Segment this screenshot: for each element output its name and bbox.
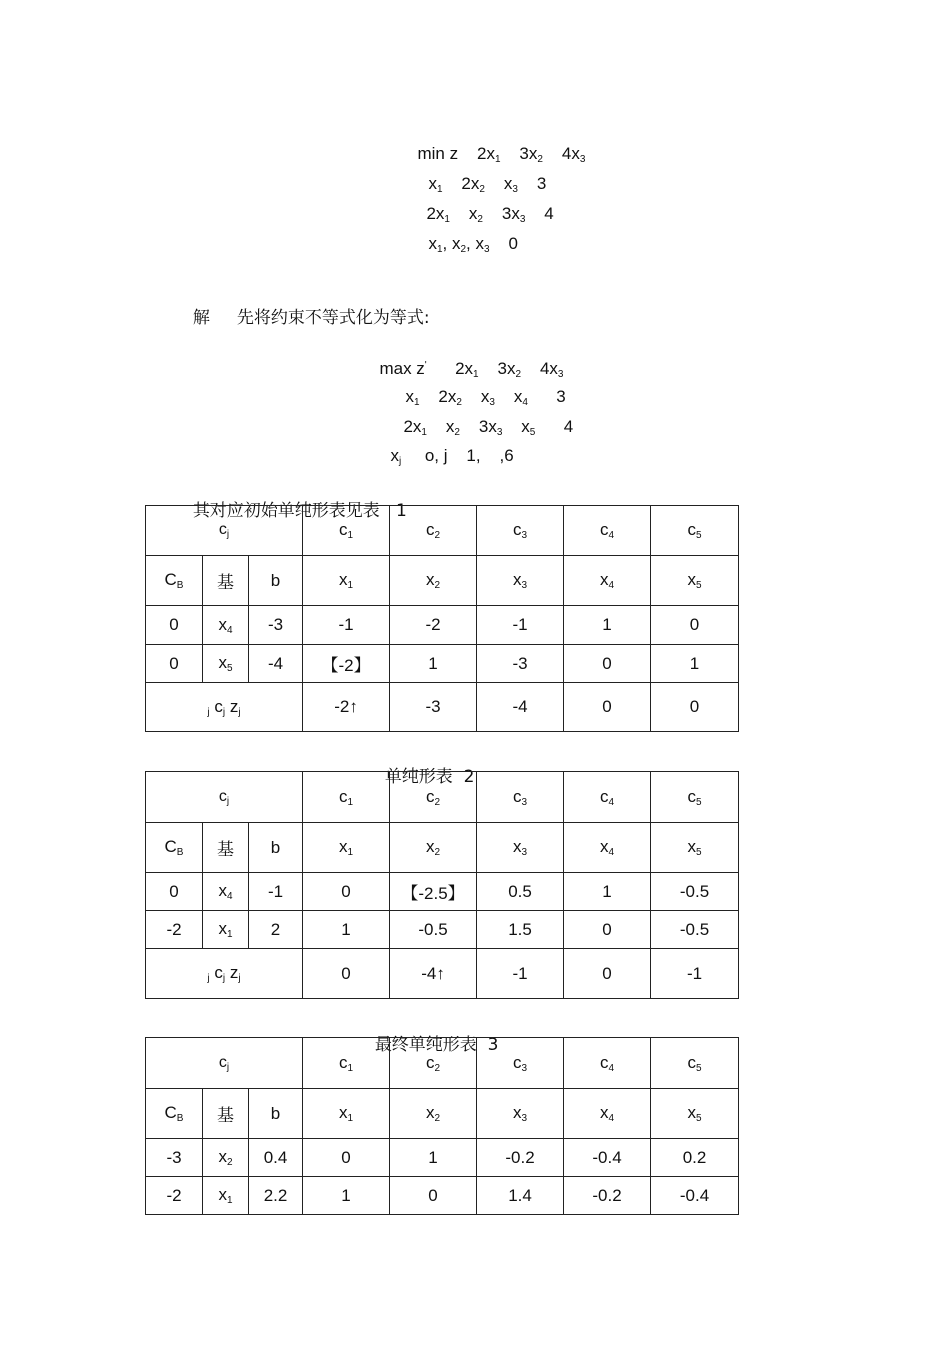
- value-cell: 0: [303, 873, 390, 911]
- value-cell: 0: [390, 1177, 477, 1215]
- value-cell: 1: [303, 1177, 390, 1215]
- sigma-cell: -1: [477, 949, 564, 999]
- value-cell: 0.2: [651, 1139, 739, 1177]
- constraint-1: $x_1$ $2x_2$ $x_3$ 3: [428, 174, 547, 195]
- sigma-cell: 0: [651, 683, 739, 732]
- cb-cell: 0: [146, 873, 203, 911]
- c-col-4: $c_4$: [564, 772, 651, 823]
- table-row: [146, 606, 739, 645]
- b-header: b: [249, 823, 303, 873]
- value-cell: 0: [651, 606, 739, 645]
- value-cell: -1: [303, 606, 390, 645]
- solution-text: 先将约束不等式化为等式:: [236, 308, 430, 328]
- c-col-2: $c_2$: [390, 772, 477, 823]
- b-cell: -4: [249, 645, 303, 683]
- x-col-2: $x_2$: [390, 1089, 477, 1139]
- b-header: b: [249, 1089, 303, 1139]
- c-col-5: $c_5$: [651, 506, 739, 556]
- value-cell: -0.5: [651, 873, 739, 911]
- sigma-cell: 0: [564, 683, 651, 732]
- basis-header: 基: [203, 1089, 249, 1139]
- basis-cell: $x_5$: [203, 645, 249, 683]
- x-col-5: $x_5$: [651, 823, 739, 873]
- basis-cell: $x_2$: [203, 1139, 249, 1177]
- c-col-5: $c_5$: [651, 772, 739, 823]
- value-cell: -0.5: [390, 911, 477, 949]
- simplex-table-2: [145, 771, 739, 999]
- c-col-3: $c_3$: [477, 1038, 564, 1089]
- table1-caption: 其对应初始单纯形表见表 1: [192, 501, 407, 521]
- c-col-1: $c_1$: [303, 1038, 390, 1089]
- b-header: b: [249, 556, 303, 606]
- x-col-1: $x_1$: [303, 1089, 390, 1139]
- value-cell: -0.5: [651, 911, 739, 949]
- x-col-2: $x_2$: [390, 556, 477, 606]
- table2-caption: 单纯形表 2: [384, 767, 475, 787]
- x-col-3: $x_3$: [477, 1089, 564, 1139]
- sigma-label: $_j$ $c_j$ $z_j$: [146, 949, 303, 999]
- cb-header: $C_B$: [146, 823, 203, 873]
- b-cell: -3: [249, 606, 303, 645]
- b-cell: -1: [249, 873, 303, 911]
- x-col-4: $x_4$: [564, 1089, 651, 1139]
- value-cell: -1: [477, 606, 564, 645]
- cj-label: $c_j$: [146, 1038, 303, 1089]
- basis-cell: $x_4$: [203, 606, 249, 645]
- x-col-1: $x_1$: [303, 556, 390, 606]
- x-col-5: $x_5$: [651, 1089, 739, 1139]
- cb-cell: 0: [146, 606, 203, 645]
- solution-label: 解: [192, 308, 210, 328]
- cj-header-row: [146, 772, 739, 823]
- x-col-1: $x_1$: [303, 823, 390, 873]
- cj-header-row: [146, 1038, 739, 1089]
- basis-cell: $x_1$: [203, 1177, 249, 1215]
- x-col-4: $x_4$: [564, 823, 651, 873]
- value-cell: 0.5: [477, 873, 564, 911]
- value-cell: -3: [477, 645, 564, 683]
- x-col-2: $x_2$: [390, 823, 477, 873]
- value-cell: -0.4: [651, 1177, 739, 1215]
- std-constraint-2: $2x_1$ $x_2$ $3x_3$ $x_5$ 4: [403, 417, 574, 438]
- sigma-label: $_j$ $c_j$ $z_j$: [146, 683, 303, 732]
- sigma-cell: -4: [477, 683, 564, 732]
- table-row: [146, 873, 739, 911]
- objective-line: min z $2x_1$ $3x_2$ $4x_3$: [417, 144, 586, 165]
- table-row: [146, 645, 739, 683]
- cj-label: $c_j$: [146, 772, 303, 823]
- c-col-2: $c_2$: [390, 506, 477, 556]
- solution-intro: [182, 288, 430, 328]
- var-header-row: [146, 556, 739, 606]
- table3-caption: 最终单纯形表 3: [374, 1035, 499, 1055]
- sigma-cell: -1: [651, 949, 739, 999]
- table-row: [146, 1177, 739, 1215]
- sigma-cell: -2↑: [303, 683, 390, 732]
- c-col-4: $c_4$: [564, 1038, 651, 1089]
- simplex-table-1: [145, 505, 739, 732]
- value-cell: -2: [390, 606, 477, 645]
- cb-cell: 0: [146, 645, 203, 683]
- value-cell: 1: [651, 645, 739, 683]
- value-cell: 0: [564, 645, 651, 683]
- cb-header: $C_B$: [146, 1089, 203, 1139]
- value-cell: 1: [564, 873, 651, 911]
- sigma-cell: 0: [564, 949, 651, 999]
- value-cell: 0: [303, 1139, 390, 1177]
- b-cell: 0.4: [249, 1139, 303, 1177]
- x-col-5: $x_5$: [651, 556, 739, 606]
- cb-cell: -2: [146, 1177, 203, 1215]
- sigma-cell: -4↑: [390, 949, 477, 999]
- c-col-5: $c_5$: [651, 1038, 739, 1089]
- pivot-cell: 【-2.5】: [390, 873, 477, 911]
- var-header-row: [146, 823, 739, 873]
- c-col-3: $c_3$: [477, 772, 564, 823]
- std-nonnegativity: $x_j$ o, j 1, ,6: [390, 446, 514, 467]
- c-col-3: $c_3$: [477, 506, 564, 556]
- basis-cell: $x_1$: [203, 911, 249, 949]
- cb-cell: -2: [146, 911, 203, 949]
- c-col-1: $c_1$: [303, 506, 390, 556]
- sigma-cell: -3: [390, 683, 477, 732]
- c-col-1: $c_1$: [303, 772, 390, 823]
- constraint-2: $2x_1$ $x_2$ $3x_3$ 4: [426, 204, 554, 225]
- basis-cell: $x_4$: [203, 873, 249, 911]
- value-cell: 1.5: [477, 911, 564, 949]
- sigma-row: [146, 683, 739, 732]
- sigma-cell: 0: [303, 949, 390, 999]
- pivot-cell: 【-2】: [303, 645, 390, 683]
- value-cell: -0.2: [477, 1139, 564, 1177]
- value-cell: 0: [564, 911, 651, 949]
- value-cell: 1.4: [477, 1177, 564, 1215]
- value-cell: -0.2: [564, 1177, 651, 1215]
- c-col-2: $c_2$: [390, 1038, 477, 1089]
- x-col-3: $x_3$: [477, 556, 564, 606]
- cj-header-row: [146, 506, 739, 556]
- basis-header: 基: [203, 556, 249, 606]
- sigma-row: [146, 949, 739, 999]
- nonnegativity: $x_1$, $x_2$, $x_3$ 0: [428, 234, 518, 255]
- value-cell: 1: [303, 911, 390, 949]
- simplex-table-3: [145, 1037, 739, 1215]
- cb-header: $C_B$: [146, 556, 203, 606]
- std-objective-line: max z' $2x_1$ $3x_2$ $4x_3$: [379, 359, 564, 380]
- var-header-row: [146, 1089, 739, 1139]
- cj-label: $c_j$: [146, 506, 303, 556]
- value-cell: 1: [390, 645, 477, 683]
- b-cell: 2: [249, 911, 303, 949]
- c-col-4: $c_4$: [564, 506, 651, 556]
- value-cell: 1: [564, 606, 651, 645]
- table-row: [146, 1139, 739, 1177]
- x-col-4: $x_4$: [564, 556, 651, 606]
- std-constraint-1: $x_1$ $2x_2$ $x_3$ $x_4$ 3: [405, 387, 566, 408]
- b-cell: 2.2: [249, 1177, 303, 1215]
- x-col-3: $x_3$: [477, 823, 564, 873]
- basis-header: 基: [203, 823, 249, 873]
- value-cell: -0.4: [564, 1139, 651, 1177]
- table-row: [146, 911, 739, 949]
- value-cell: 1: [390, 1139, 477, 1177]
- cb-cell: -3: [146, 1139, 203, 1177]
